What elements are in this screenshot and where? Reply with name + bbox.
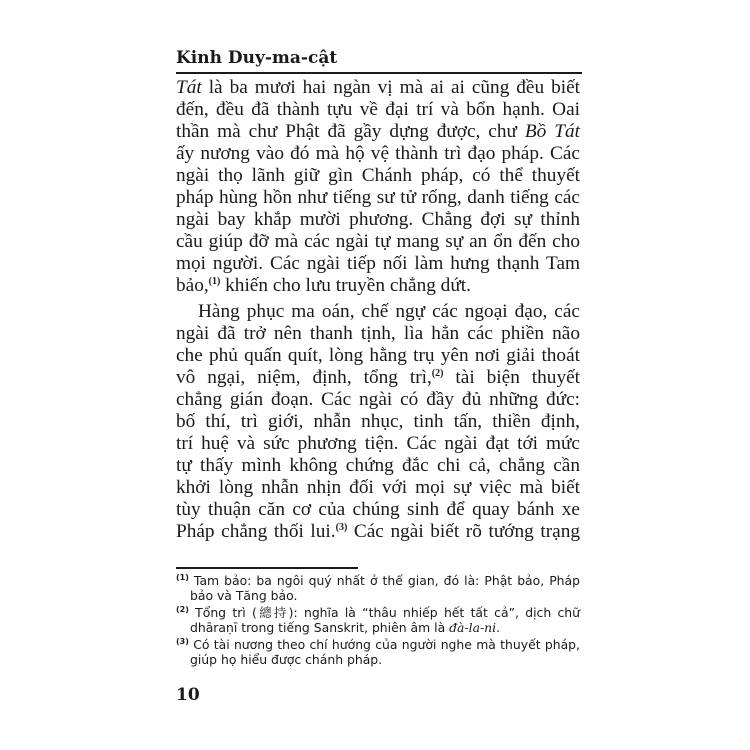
text-line: ngài bay khắp mười phương. Chẳng đợi sự thỉnh <box>176 209 580 230</box>
footnotes <box>176 573 580 669</box>
text-line: đến, đều đã thành tựu về đại trí và bổn hạnh. Oai <box>176 99 580 120</box>
text: thần mà chư Phật đã gầy dựng được, chư <box>176 121 525 142</box>
footnote-ref[interactable]: (2) <box>431 368 444 379</box>
footnote-mark: (1) <box>176 573 189 582</box>
text-line: che phủ quấn quít, lòng hằng trụ yên nơi giải thoát <box>176 345 580 366</box>
footnote-text: bảo và Tăng bảo. <box>190 588 298 603</box>
footnote-3 <box>176 637 580 667</box>
text-line: tùy thuận căn cơ của chúng sinh để quay bánh xe <box>176 499 580 520</box>
footnote-ref[interactable]: (1) <box>208 276 221 287</box>
footnote-text: dhāraṇī trong tiếng Sanskrit, phiên âm là <box>190 620 450 635</box>
footnote-rule <box>176 567 358 569</box>
text: Pháp chẳng thối lui. <box>176 521 336 542</box>
text-line: ngài thọ lãnh giữ gìn Chánh pháp, có thể thuyết <box>176 165 580 186</box>
page-number: 10 <box>176 685 200 705</box>
text: Các ngài biết rõ tướng trạng <box>347 521 580 542</box>
footnote-text: Tổng trì (總持): nghĩa là “thâu nhiếp hết tất cả”, dịch chữ <box>188 605 580 620</box>
text-line: khởi lòng nhẫn nhịn đối với mọi sự việc mà biết <box>176 477 580 498</box>
footnote-mark: (3) <box>176 637 189 646</box>
text-line: ngài đã trở nên thanh tịnh, lìa hẳn các phiền não <box>176 323 580 344</box>
text-line: mọi người. Các ngài tiếp nối làm hưng thạnh Tam <box>176 253 580 274</box>
text-line: pháp hùng hồn như tiếng sư tử rống, danh tiếng các <box>176 187 580 208</box>
italic-term: Tát <box>176 77 202 98</box>
text-line <box>176 77 580 99</box>
text-line: cầu giúp đỡ mà các ngài tự mang sự an ổn đến cho <box>176 231 580 252</box>
italic-term: đà-la-ni <box>449 620 497 635</box>
text-line <box>176 367 580 389</box>
italic-term: Bồ Tát <box>524 121 580 142</box>
footnote-ref[interactable]: (3) <box>335 522 348 533</box>
text: vô ngại, niệm, định, tổng trì, <box>176 367 432 388</box>
text-line: tự thấy mình không chứng đắc chi cả, chẳng cần <box>176 455 580 476</box>
text-line <box>176 521 580 543</box>
text: khiến cho lưu truyền chẳng dứt. <box>220 275 471 296</box>
text-line: chẳng gián đoạn. Các ngài có đầy đủ những đức: <box>176 389 580 410</box>
header-rule <box>176 72 582 74</box>
footnote-text: Tam bảo: ba ngôi quý nhất ở thế gian, đó là: Phật bảo, Pháp <box>188 573 580 588</box>
footnote-2 <box>176 605 580 635</box>
text: là ba mươi hai ngàn vị mà ai ai cũng đều biết <box>201 77 580 98</box>
text-line: ấy nương vào đó mà hộ vệ thành trì đạo pháp. Các <box>176 143 580 164</box>
footnote-text: Có tài nương theo chí hướng của người nghe mà thuyết pháp, <box>188 637 580 652</box>
text: bảo, <box>176 275 209 296</box>
text-line: trí huệ và sức phương tiện. Các ngài đạt tới mức <box>176 433 580 454</box>
footnote-mark: (2) <box>176 605 189 614</box>
paragraph-1 <box>176 77 580 297</box>
running-header: Kinh Duy-ma-cật <box>176 48 338 68</box>
paragraph-2 <box>176 301 580 543</box>
text: tài biện thuyết <box>443 367 581 388</box>
text-line <box>176 275 580 297</box>
footnote-1 <box>176 573 580 603</box>
text-line: Hàng phục ma oán, chế ngự các ngoại đạo, các <box>198 301 580 322</box>
footnote-text: . <box>496 620 501 635</box>
footnote-text: giúp họ hiểu được chánh pháp. <box>190 652 383 667</box>
text-line <box>176 121 580 143</box>
text-line: bố thí, trì giới, nhẫn nhục, tinh tấn, thiền định, <box>176 411 580 432</box>
